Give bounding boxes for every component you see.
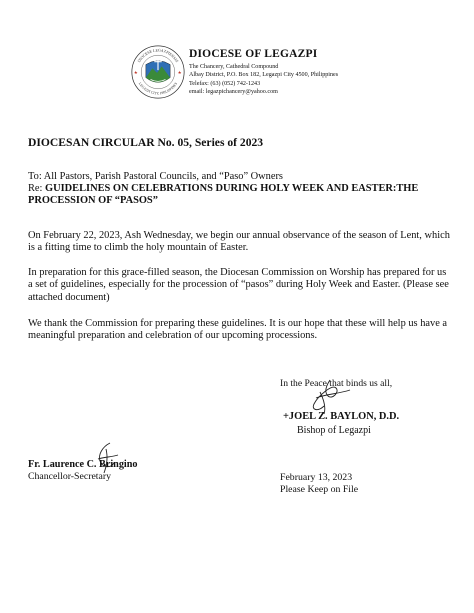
re-subject: GUIDELINES ON CELEBRATIONS DURING HOLY WEEK AND EASTER:THE PROCESSION OF “PASOS” [28, 183, 419, 206]
keep-on-file-note: Please Keep on File [280, 484, 359, 495]
re-line [28, 183, 458, 207]
svg-text:★: ★ [133, 70, 138, 76]
bishop-title: Bishop of Legazpi [297, 425, 371, 436]
letterhead-email: email: legazpichancery@yahoo.com [189, 88, 278, 95]
seal-top-text: DIOCESE LEGAZPIENSIS [137, 48, 179, 64]
svg-text:★: ★ [177, 70, 182, 76]
letterhead-address-2: Albay District, P.O. Box 182, Legazpi City 4500, Philippines [189, 72, 339, 79]
body-paragraph-1: On February 22, 2023, Ash Wednesday, we begin our annual observance of the season of Lent, which is a fitting time to climb the holy mountain of Easter. [28, 230, 450, 254]
letterhead-address-1: The Chancery, Cathedral Compound [189, 64, 279, 70]
chancellor-name: Fr. Laurence C. Bringino [28, 459, 138, 470]
bishop-name: +JOEL Z. BAYLON, D.D. [283, 411, 400, 422]
body-paragraph-2: In preparation for this grace-filled season, the Diocesan Commission on Worship has prepared for us a set of guidelines, especially for the procession of “pasos” during Holy Week and Easter. (Please see attached document) [28, 267, 449, 303]
chancellor-title: Chancellor-Secretary [28, 471, 112, 482]
re-label: Re: [28, 183, 46, 194]
to-line: To: All Pastors, Parish Pastoral Councils, and “Paso” Owners [28, 171, 283, 182]
letter-date: February 13, 2023 [280, 472, 353, 483]
circular-title: DIOCESAN CIRCULAR No. 05, Series of 2023 [28, 136, 264, 149]
closing-line: In the Peace that binds us all, [280, 378, 393, 389]
diocese-name: DIOCESE OF LEGAZPI [189, 48, 318, 60]
letterhead [189, 48, 338, 96]
letterhead-telefax: Telefax: (63) (052) 742-1243 [189, 80, 261, 87]
diocese-seal-icon [130, 44, 186, 100]
body-paragraph-3: We thank the Commission for preparing these guidelines. It is our hope that these will help us have a meaningful preparation and celebration of our upcoming processions. [28, 318, 448, 342]
seal-bottom-text: LEGAZPI CITY, PHILIPPINES [137, 81, 179, 96]
